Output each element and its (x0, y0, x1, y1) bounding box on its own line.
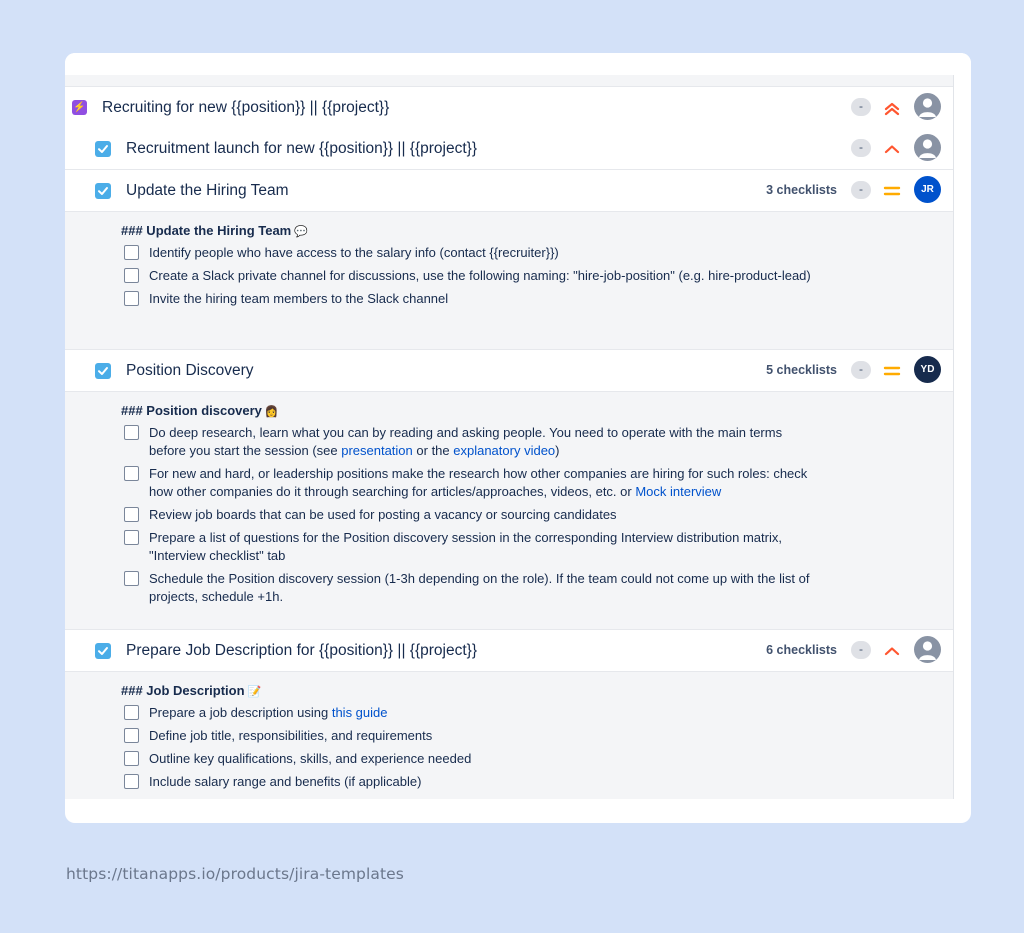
checklist-item-text: Invite the hiring team members to the Slack channel (149, 291, 449, 306)
task-row[interactable] (65, 629, 953, 672)
memo-icon: 📝 (247, 686, 262, 698)
assignee-avatar[interactable]: YD (914, 356, 941, 383)
epic-title[interactable]: Recruiting for new {{position}} || {{project}} (102, 99, 390, 116)
assignee-avatar[interactable]: JR (914, 176, 941, 203)
checklist-item-text: For new and hard, or leadership positions make the research how other companies are hiring for such roles: check how other companies do it through searching for articles/approaches, videos, etc. or (149, 466, 808, 499)
task-title[interactable]: Prepare Job Description for {{position}} || {{project}} (126, 642, 478, 659)
checkbox[interactable] (124, 530, 139, 545)
checkbox[interactable] (124, 466, 139, 481)
task-checkbox-icon (95, 183, 111, 199)
checklist-count[interactable]: 6 checklists (766, 643, 837, 657)
checklist-item-text: Identify people who have access to the salary info (contact {{recruiter}}) (149, 245, 559, 260)
checklist-item[interactable] (121, 727, 821, 745)
priority-high-icon (882, 641, 902, 661)
checklist-item-text: Schedule the Position discovery session (1-3h depending on the role). If the team could not come up with the list of projects, schedule +1h. (149, 571, 810, 604)
task-checkbox-icon (95, 363, 111, 379)
checklist-heading (121, 223, 821, 238)
priority-high-icon (882, 139, 902, 159)
checkbox[interactable] (124, 291, 139, 306)
checkbox[interactable] (124, 268, 139, 283)
presentation-link[interactable]: presentation (341, 443, 413, 458)
checkbox[interactable] (124, 507, 139, 522)
checklist-item[interactable] (121, 424, 821, 460)
checklist-item[interactable] (121, 570, 821, 606)
person-icon: 👩 (264, 406, 279, 418)
priority-highest-icon (882, 98, 902, 118)
checklist-item[interactable] (121, 290, 821, 308)
mock-interview-link[interactable]: Mock interview (635, 484, 722, 499)
card-top-spacer (65, 53, 971, 75)
checklist-heading-text: ### Job Description (121, 683, 245, 698)
epic-row[interactable] (65, 86, 953, 129)
checklist-item-text: Outline key qualifications, skills, and experience needed (149, 751, 472, 766)
issue-hierarchy (65, 75, 954, 799)
task-row[interactable] (65, 170, 953, 212)
epic-lightning-icon: ⚡ (73, 102, 86, 113)
estimate-badge[interactable]: - (851, 181, 871, 199)
checklist-item-text: Do deep research, learn what you can by reading and asking people. You need to operate with the main terms before you start the session (see (149, 425, 783, 458)
checklist-item[interactable] (121, 244, 821, 262)
this-guide-link[interactable]: this guide (331, 705, 388, 720)
checklist-item-text: Create a Slack private channel for discussions, use the following naming: "hire-job-position" (e.g. hire-product-lead) (149, 268, 811, 283)
checklist-heading (121, 683, 821, 698)
checklist-item[interactable] (121, 704, 821, 722)
issue-list-card (65, 53, 971, 823)
checklist-block (121, 683, 821, 796)
checklist-block (121, 403, 821, 611)
explanatory-video-link[interactable]: explanatory video (453, 443, 556, 458)
task-row[interactable] (65, 349, 953, 392)
estimate-badge[interactable]: - (851, 139, 871, 157)
checklist-item[interactable] (121, 267, 821, 285)
task-checkbox-icon (95, 643, 111, 659)
checklist-item[interactable] (121, 529, 821, 565)
checklist-item[interactable] (121, 773, 821, 791)
checklist-heading (121, 403, 821, 418)
estimate-badge[interactable]: - (851, 98, 871, 116)
checklist-heading-text: ### Position discovery (121, 403, 262, 418)
checklist-item-text: Prepare a list of questions for the Position discovery session in the corresponding Interview distribution matrix, "Interview checklist" tab (149, 530, 782, 563)
checklist-item-text: Review job boards that can be used for posting a vacancy or sourcing candidates (149, 507, 617, 522)
unassigned-avatar-icon[interactable] (914, 134, 941, 161)
task-title[interactable]: Update the Hiring Team (126, 182, 289, 199)
checkbox[interactable] (124, 728, 139, 743)
checklist-item[interactable] (121, 465, 821, 501)
unassigned-avatar-icon[interactable] (914, 93, 941, 120)
checklist-count[interactable]: 3 checklists (766, 183, 837, 197)
checkbox[interactable] (124, 774, 139, 789)
estimate-badge[interactable]: - (851, 641, 871, 659)
checklist-item-text: or the (412, 443, 454, 458)
checklist-item-text: Include salary range and benefits (if applicable) (149, 774, 422, 789)
task-row[interactable] (65, 128, 953, 170)
checkbox[interactable] (124, 425, 139, 440)
task-title[interactable]: Recruitment launch for new {{position}} || {{project}} (126, 140, 478, 157)
checklist-item-text: Define job title, responsibilities, and requirements (149, 728, 433, 743)
checklist-item-text: Prepare a job description using (149, 705, 332, 720)
source-url: https://titanapps.io/products/jira-templates (66, 865, 404, 883)
priority-medium-icon (882, 361, 902, 381)
checkbox[interactable] (124, 245, 139, 260)
checkbox[interactable] (124, 571, 139, 586)
checklist-block (121, 223, 821, 313)
checklist-item-text: ) (555, 443, 560, 458)
checklist-heading-text: ### Update the Hiring Team (121, 223, 292, 238)
checklist-count[interactable]: 5 checklists (766, 363, 837, 377)
estimate-badge[interactable]: - (851, 361, 871, 379)
checklist-item[interactable] (121, 506, 821, 524)
checklist-item[interactable] (121, 750, 821, 768)
task-title[interactable]: Position Discovery (126, 362, 254, 379)
checkbox[interactable] (124, 751, 139, 766)
speech-bubble-icon: 💬 (294, 226, 308, 238)
unassigned-avatar-icon[interactable] (914, 636, 941, 663)
checkbox[interactable] (124, 705, 139, 720)
task-checkbox-icon (95, 141, 111, 157)
priority-medium-icon (882, 181, 902, 201)
